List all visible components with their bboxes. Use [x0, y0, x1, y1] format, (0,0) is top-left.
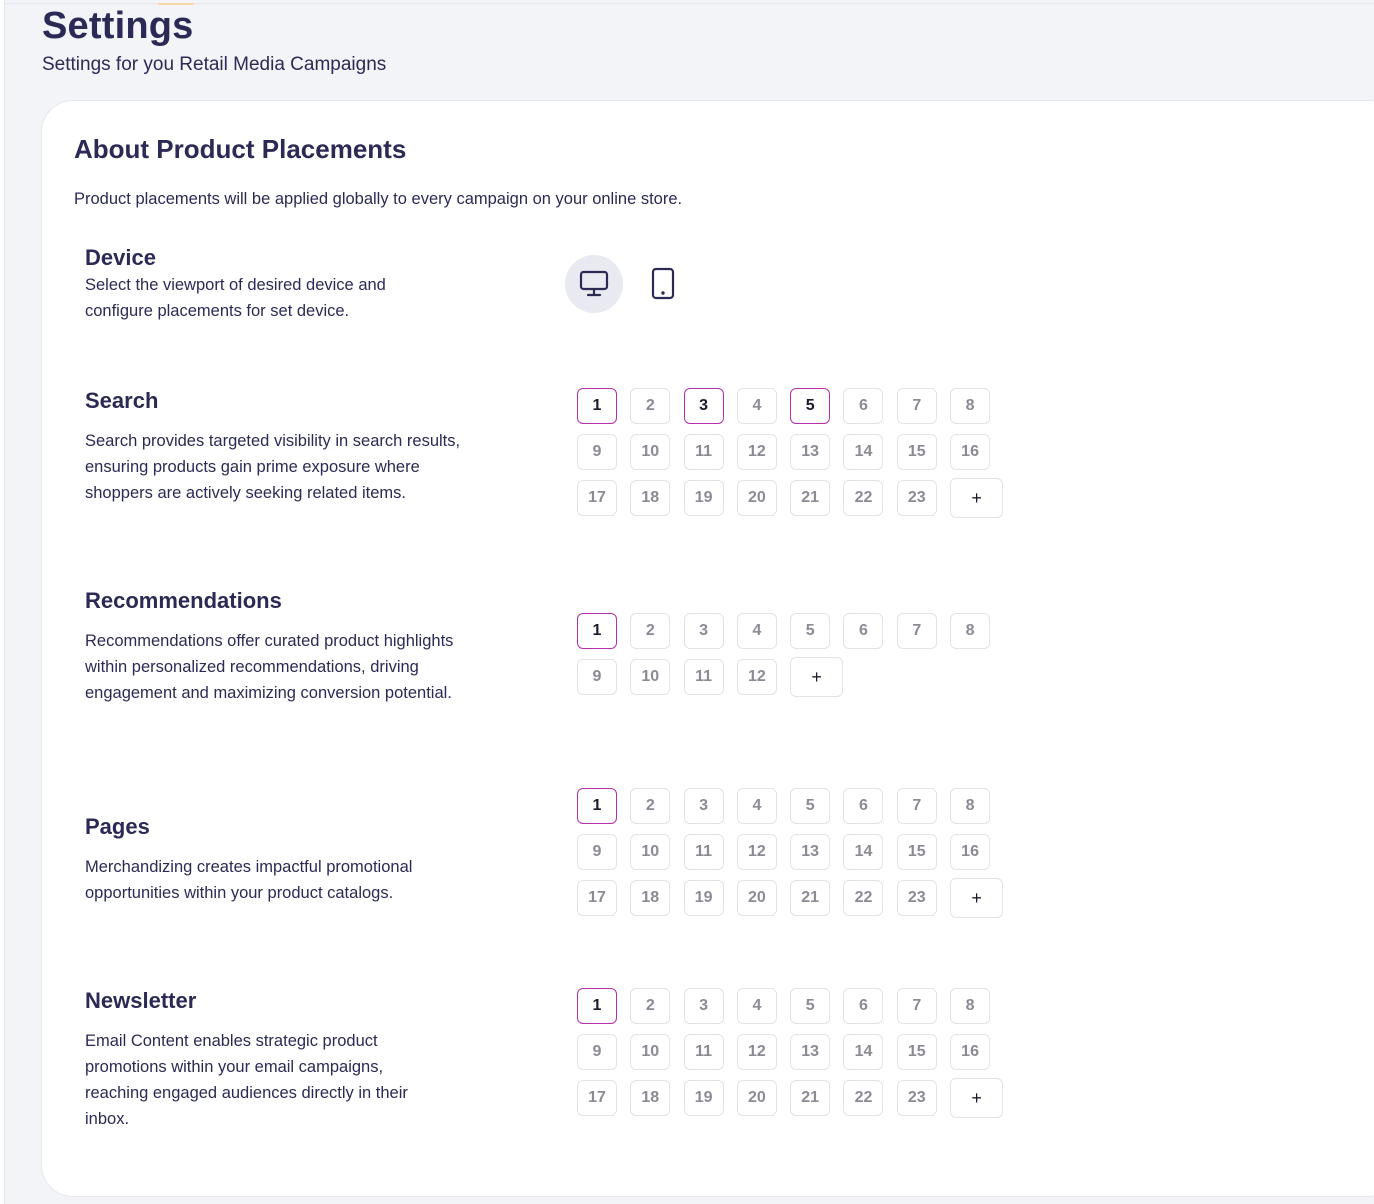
placement-slot[interactable]: 21 — [790, 1080, 830, 1116]
placement-slot[interactable]: 1 — [577, 788, 617, 824]
placement-slot[interactable]: 6 — [843, 988, 883, 1024]
placement-slot[interactable]: 12 — [737, 434, 777, 470]
placement-slot[interactable]: 11 — [684, 834, 724, 870]
placement-slot[interactable]: 7 — [897, 388, 937, 424]
placement-slot[interactable]: 11 — [684, 434, 724, 470]
placement-slot[interactable]: 22 — [843, 1080, 883, 1116]
pages-description: Merchandizing creates impactful promotional opportunities within your product catalogs. — [85, 858, 413, 902]
placement-slot[interactable]: 4 — [737, 613, 777, 649]
pages-title: Pages — [85, 814, 150, 839]
placement-slot[interactable]: 9 — [577, 834, 617, 870]
placement-slot[interactable]: 9 — [577, 434, 617, 470]
placement-slot[interactable]: 19 — [684, 480, 724, 516]
placement-slot[interactable]: 7 — [897, 613, 937, 649]
search-title: Search — [85, 388, 159, 413]
placement-slot[interactable]: 10 — [630, 659, 670, 695]
placement-slot[interactable]: 1 — [577, 988, 617, 1024]
placement-slot[interactable]: 19 — [684, 1080, 724, 1116]
placement-slot[interactable]: 8 — [950, 388, 990, 424]
page-title: Settings — [42, 5, 194, 47]
placement-slot[interactable]: 21 — [790, 480, 830, 516]
placement-slot[interactable]: 16 — [950, 834, 990, 870]
placement-slot[interactable]: 13 — [790, 834, 830, 870]
placement-slot[interactable]: 7 — [897, 788, 937, 824]
placement-slot[interactable]: 3 — [684, 988, 724, 1024]
placement-slot[interactable]: 23 — [897, 1080, 937, 1116]
placement-slot[interactable]: 20 — [737, 880, 777, 916]
placement-slot[interactable]: 12 — [737, 834, 777, 870]
placement-slot[interactable]: 21 — [790, 880, 830, 916]
recommendations-description: Recommendations offer curated product highlights within personalized recommendations, driving engagement and maximizing conversion potential. — [85, 632, 454, 702]
placement-slot[interactable]: 6 — [843, 613, 883, 649]
placement-slot[interactable]: 22 — [843, 880, 883, 916]
placement-slot[interactable]: 23 — [897, 480, 937, 516]
card-title: About Product Placements — [74, 134, 407, 164]
page-subtitle: Settings for you Retail Media Campaigns — [42, 54, 387, 75]
placement-slot[interactable]: 8 — [950, 613, 990, 649]
add-placement-button[interactable]: + — [950, 478, 1003, 518]
device-mobile-button[interactable] — [634, 255, 692, 313]
placement-slot[interactable]: 13 — [790, 1034, 830, 1070]
placement-slot[interactable]: 1 — [577, 613, 617, 649]
placement-slot[interactable]: 7 — [897, 988, 937, 1024]
placement-slot[interactable]: 2 — [630, 988, 670, 1024]
placement-slot[interactable]: 14 — [843, 434, 883, 470]
recommendations-placement-grid — [577, 613, 990, 697]
placement-slot[interactable]: 15 — [897, 834, 937, 870]
placement-slot[interactable]: 4 — [737, 788, 777, 824]
placement-slot[interactable]: 9 — [577, 659, 617, 695]
placement-slot[interactable]: 18 — [630, 880, 670, 916]
device-title: Device — [85, 245, 156, 270]
placement-slot[interactable]: 3 — [684, 613, 724, 649]
placement-slot[interactable]: 20 — [737, 480, 777, 516]
placement-slot[interactable]: 16 — [950, 434, 990, 470]
placement-slot[interactable]: 11 — [684, 659, 724, 695]
card-description: Product placements will be applied globally to every campaign on your online store. — [74, 190, 683, 208]
mobile-icon — [650, 267, 676, 301]
placement-slot[interactable]: 10 — [630, 434, 670, 470]
placement-slot[interactable]: 19 — [684, 880, 724, 916]
placement-slot[interactable]: 8 — [950, 988, 990, 1024]
add-placement-button[interactable]: + — [790, 657, 843, 697]
placement-slot[interactable]: 15 — [897, 1034, 937, 1070]
placement-slot[interactable]: 18 — [630, 480, 670, 516]
placement-slot[interactable]: 18 — [630, 1080, 670, 1116]
placement-slot[interactable]: 17 — [577, 480, 617, 516]
placement-slot[interactable]: 2 — [630, 788, 670, 824]
placement-slot[interactable]: 8 — [950, 788, 990, 824]
newsletter-placement-grid — [577, 988, 990, 1118]
pages-placement-grid — [577, 788, 990, 918]
placement-slot[interactable]: 5 — [790, 613, 830, 649]
search-description: Search provides targeted visibility in search results, ensuring products gain prime exposure where shoppers are actively seeking related items. — [85, 432, 461, 502]
placement-slot[interactable]: 5 — [790, 988, 830, 1024]
device-description: Select the viewport of desired device and configure placements for set device. — [85, 276, 386, 320]
placement-slot[interactable]: 14 — [843, 1034, 883, 1070]
placement-slot[interactable]: 4 — [737, 388, 777, 424]
placement-slot[interactable]: 14 — [843, 834, 883, 870]
placement-slot[interactable]: 20 — [737, 1080, 777, 1116]
placement-slot[interactable]: 13 — [790, 434, 830, 470]
app-left-edge — [0, 0, 5, 1204]
placement-slot[interactable]: 3 — [684, 388, 724, 424]
placement-slot[interactable]: 10 — [630, 1034, 670, 1070]
placement-slot[interactable]: 12 — [737, 1034, 777, 1070]
placement-slot[interactable]: 1 — [577, 388, 617, 424]
placement-slot[interactable]: 6 — [843, 388, 883, 424]
placement-slot[interactable]: 5 — [790, 388, 830, 424]
placement-slot[interactable]: 5 — [790, 788, 830, 824]
placement-slot[interactable]: 3 — [684, 788, 724, 824]
newsletter-description: Email Content enables strategic product promotions within your email campaigns, reaching engaged audiences directly in their inbox. — [85, 1032, 408, 1128]
placement-slot[interactable]: 6 — [843, 788, 883, 824]
placement-slot[interactable]: 2 — [630, 613, 670, 649]
add-placement-button[interactable]: + — [950, 1078, 1003, 1118]
add-placement-button[interactable]: + — [950, 878, 1003, 918]
placement-slot[interactable]: 17 — [577, 1080, 617, 1116]
header-divider — [5, 3, 1374, 4]
placement-slot[interactable]: 11 — [684, 1034, 724, 1070]
placement-slot[interactable]: 4 — [737, 988, 777, 1024]
placement-slot[interactable]: 15 — [897, 434, 937, 470]
search-placement-grid — [577, 388, 990, 518]
placement-slot[interactable]: 9 — [577, 1034, 617, 1070]
placement-slot[interactable]: 17 — [577, 880, 617, 916]
placement-slot[interactable]: 22 — [843, 480, 883, 516]
placement-slot[interactable]: 16 — [950, 1034, 990, 1070]
placement-slot[interactable]: 10 — [630, 834, 670, 870]
placement-slot[interactable]: 23 — [897, 880, 937, 916]
placement-slot[interactable]: 12 — [737, 659, 777, 695]
device-desktop-button[interactable] — [565, 255, 623, 313]
desktop-icon — [578, 269, 610, 299]
newsletter-title: Newsletter — [85, 988, 197, 1013]
recommendations-title: Recommendations — [85, 588, 282, 613]
placement-slot[interactable]: 2 — [630, 388, 670, 424]
